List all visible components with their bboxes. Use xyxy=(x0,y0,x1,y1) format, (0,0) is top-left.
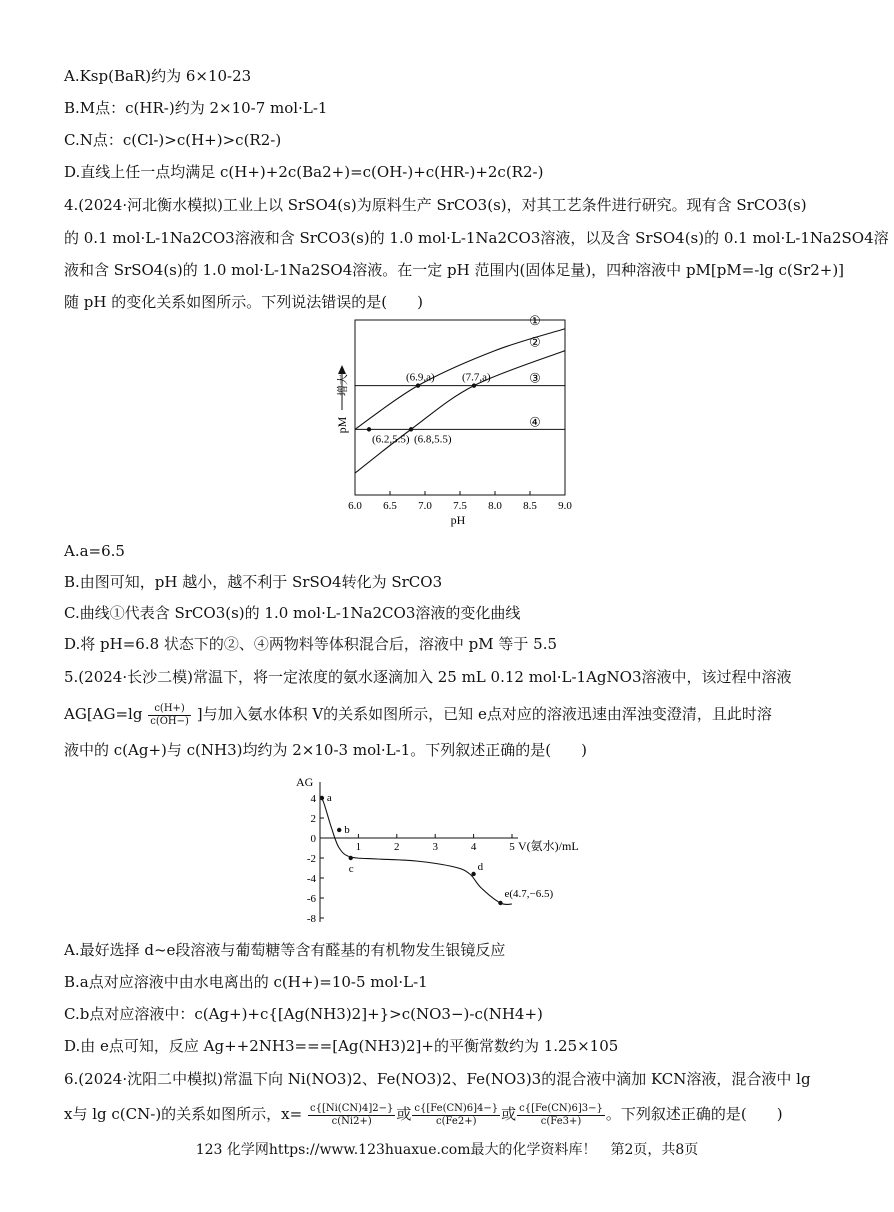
fe2-fraction-denominator: c(Fe2+) xyxy=(436,1115,477,1127)
x-axis-label: pH xyxy=(450,513,466,527)
fe3-fraction-numerator: c{[Fe(CN)6]3−} xyxy=(519,1102,603,1114)
ag-fraction-denominator: c(OH−) xyxy=(150,715,189,727)
q5-stem-line-3: 液中的 c(Ag+)与 c(NH3)均约为 2×10-3 mol·L-1。下列叙述正确的是( ) xyxy=(64,741,587,759)
y-tick-label: 2 xyxy=(310,813,316,825)
x-tick-label: 3 xyxy=(432,841,438,853)
pm-ph-chart xyxy=(320,315,590,530)
q5-stem-continuation: ]与加入氨水体积 V的关系如图所示，已知 e点对应的溶液迅速由浑浊变澄清，且此时溶 xyxy=(196,705,772,723)
q3-option-a: A.Ksp(BaR)约为 6×10-23 xyxy=(64,67,252,85)
data-point-1 xyxy=(416,383,420,387)
ni-fraction-numerator: c{[Ni(CN)4]2−} xyxy=(309,1102,394,1114)
point-label-b: b xyxy=(344,824,350,836)
ag-curve xyxy=(320,796,512,904)
fe2-fraction-numerator: c{[Fe(CN)6]4−} xyxy=(414,1102,499,1114)
q4-option-b: B.由图可知，pH 越小，越不利于 SrSO4转化为 SrCO3 xyxy=(64,573,443,591)
point-label-a: a xyxy=(326,792,332,804)
x-tick-label: 8.5 xyxy=(523,500,537,512)
or-text-2: 或 xyxy=(501,1105,517,1123)
y-axis-label: AG xyxy=(296,775,314,789)
q5-stem-line-2 xyxy=(64,698,772,730)
x-tick-label: 7.5 xyxy=(453,500,467,512)
series-line-2 xyxy=(355,351,565,474)
x-axis-label: V(氨水)/mL xyxy=(518,839,579,853)
y-tick-label: -4 xyxy=(306,873,316,885)
q5-option-b: B.a点对应溶液中由水电离出的 c(H+)=10-5 mol·L-1 xyxy=(64,973,428,991)
ag-fraction-numerator: c(H+) xyxy=(148,703,191,716)
x-tick-label: 7.0 xyxy=(418,500,432,512)
x-tick-label: 6.0 xyxy=(348,500,362,512)
q6-x-definition: x与 lg c(CN-)的关系如图所示，x= xyxy=(64,1105,303,1123)
q3-option-c: C.N点：c(Cl-)>c(H+)>c(R2-) xyxy=(64,131,282,149)
data-point-d xyxy=(471,872,475,876)
x-fraction-fe2 xyxy=(412,1103,500,1128)
q5-option-c: C.b点对应溶液中：c(Ag+)+c{[Ag(NH3)2]+}>c(NO3−)-c(NH4+) xyxy=(64,1005,543,1023)
q5-stem-line-1: 5.(2024·长沙二模)常温下，将一定浓度的氨水逐滴加入 25 mL 0.12 mol·L-1AgNO3溶液中，该过程中溶液 xyxy=(64,668,792,686)
x-tick-label: 8.0 xyxy=(488,500,502,512)
data-point-3 xyxy=(367,427,371,431)
x-fraction-ni xyxy=(308,1103,395,1128)
series-label-1: ① xyxy=(529,315,541,328)
q4-stem-line-2: 的 0.1 mol·L-1Na2CO3溶液和含 SrCO3(s)的 1.0 mol·L-1Na2CO3溶液，以及含 SrSO4(s)的 0.1 mol·L-1Na2SO4溶 xyxy=(64,229,889,247)
q4-option-a: A.a=6.5 xyxy=(64,542,125,560)
series-label-2: ② xyxy=(529,334,541,350)
q6-stem-end: 。下列叙述正确的是( ) xyxy=(605,1105,783,1123)
y-tick-label: -2 xyxy=(306,853,316,865)
data-point-2 xyxy=(472,383,476,387)
point-label-2: (7.7,a) xyxy=(462,371,491,384)
y-axis-arrow-label: 增大 xyxy=(337,374,349,396)
page-footer: 123 化学网https://www.123huaxue.com最大的化学资料库！ 第2页，共8页 xyxy=(195,1142,699,1158)
point-label-4: (6.8,5.5) xyxy=(414,433,452,446)
q5-option-a: A.最好选择 d~e段溶液与葡萄糖等含有醛基的有机物发生银镜反应 xyxy=(64,941,506,959)
x-tick-label: 9.0 xyxy=(558,500,572,512)
q6-stem-line-1: 6.(2024·沈阳二中模拟)常温下向 Ni(NO3)2、Fe(NO3)2、Fe(NO3)3的混合液中滴加 KCN溶液，混合液中 lg xyxy=(64,1070,811,1088)
q4-option-c: C.曲线①代表含 SrCO3(s)的 1.0 mol·L-1Na2CO3溶液的变化曲线 xyxy=(64,604,521,622)
y-tick-label: 0 xyxy=(310,833,316,845)
x-tick-label: 5 xyxy=(509,841,515,853)
or-text-1: 或 xyxy=(396,1105,412,1123)
x-tick-label: 4 xyxy=(470,841,477,853)
ag-volume-chart xyxy=(290,770,620,930)
data-point-b xyxy=(337,828,341,832)
y-tick-label: -8 xyxy=(306,913,316,925)
series-label-3: ③ xyxy=(529,370,541,386)
q5-ag-definition: AG[AG=lg xyxy=(64,705,143,723)
data-point-e xyxy=(498,901,502,905)
x-tick-label: 2 xyxy=(394,841,400,853)
point-label-1: (6.9,a) xyxy=(406,371,435,384)
q3-option-d: D.直线上任一点均满足 c(H+)+2c(Ba2+)=c(OH-)+c(HR-)+2c(R2-) xyxy=(64,163,544,181)
point-label-3: (6.2,5.5) xyxy=(372,433,410,446)
ag-fraction xyxy=(148,703,191,728)
x-tick-label: 1 xyxy=(355,841,362,853)
x-fraction-fe3 xyxy=(517,1103,605,1128)
q3-option-b: B.M点：c(HR-)约为 2×10-7 mol·L-1 xyxy=(64,99,328,117)
point-label-d: d xyxy=(477,861,484,873)
y-axis-arrowhead xyxy=(338,365,346,374)
x-tick-label: 6.5 xyxy=(383,500,397,512)
q4-option-d: D.将 pH=6.8 状态下的②、④两物料等体积混合后，溶液中 pM 等于 5.5 xyxy=(64,635,558,653)
q4-stem-line-3: 液和含 SrSO4(s)的 1.0 mol·L-1Na2SO4溶液。在一定 pH 范围内(固体足量)，四种溶液中 pM[pM=-lg c(Sr2+)] xyxy=(64,261,845,279)
series-label-4: ④ xyxy=(529,414,541,430)
point-label-c: c xyxy=(348,863,354,875)
q4-stem-line-4: 随 pH 的变化关系如图所示。下列说法错误的是( ) xyxy=(64,293,423,311)
fe3-fraction-denominator: c(Fe3+) xyxy=(540,1115,582,1127)
data-point-c xyxy=(349,856,353,860)
ni-fraction-denominator: c(Ni2+) xyxy=(331,1115,372,1127)
q4-stem-line-1: 4.(2024·河北衡水模拟)工业上以 SrSO4(s)为原料生产 SrCO3(s)，对其工艺条件进行研究。现有含 SrCO3(s) xyxy=(64,196,807,214)
y-axis-label: pM xyxy=(335,416,349,434)
y-tick-label: 4 xyxy=(310,793,316,805)
data-point-4 xyxy=(409,427,413,431)
q5-option-d: D.由 e点可知，反应 Ag++2NH3===[Ag(NH3)2]+的平衡常数约为 1.25×105 xyxy=(64,1037,619,1055)
y-tick-label: -6 xyxy=(306,893,316,905)
point-label-e: e(4.7,−6.5) xyxy=(504,888,554,900)
q6-stem-line-2 xyxy=(64,1098,783,1130)
